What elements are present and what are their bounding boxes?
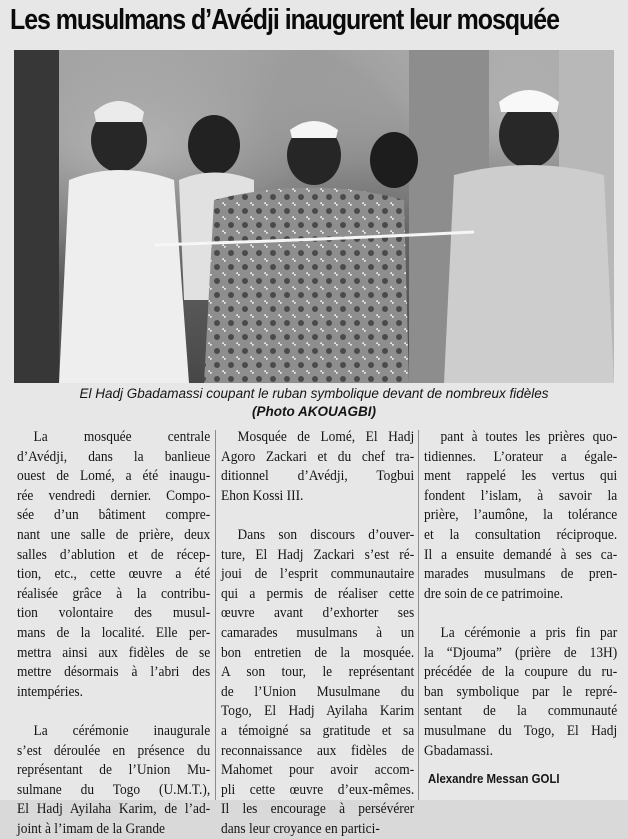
article-column-3 [424, 428, 617, 761]
article-text-line: Dans son discours d’ouver- [237, 526, 415, 543]
paragraph-gap [424, 604, 617, 624]
article-text-line: ditionnel d’Avédji, Togbui [221, 468, 415, 485]
article-text-line: ment rappelé les vertus qui [424, 468, 618, 485]
article-text-line: musulmane du Togo, El Hadj [424, 722, 618, 739]
article-text-line: et la consultation réciproque. [424, 526, 618, 543]
article-text-line: de l’Union Musulmane du [221, 683, 415, 700]
article-text-line: rée vendredi dernier. Compo- [17, 487, 211, 504]
article-text-line: marades musulmans de pren- [424, 566, 618, 583]
photo-credit: (Photo AKOUAGBI) [252, 404, 376, 419]
article-text-line: pant à toutes les prières quo- [440, 429, 618, 445]
column-divider [418, 430, 419, 800]
article-text-line: joui de l’esprit communautaire [221, 566, 415, 583]
column-divider [215, 430, 216, 800]
article-text-line: qui a permis de réaliser cette [221, 585, 415, 602]
article-text-line: Togo, El Hadj Ayilaha Karim [221, 703, 415, 720]
article-text-line: Gbadamassi. [424, 742, 493, 759]
article-text-line: nant une salle de prière, deux [17, 526, 211, 543]
article-text-line: mettra ainsi aux fidèles de se [17, 644, 211, 661]
article-text-line: Il les encourage à persévérer [221, 801, 415, 818]
article-text-line: ture, El Hadj Zackari s’est ré- [221, 546, 415, 563]
article-text-line: ban symbolique par le repré- [424, 683, 618, 700]
author-byline: Alexandre Messan GOLI [428, 771, 560, 786]
photo-illustration [14, 50, 614, 383]
article-text-line: sentant de la communauté [424, 703, 618, 720]
article-text-line: tion, etc., cette œuvre a été [17, 566, 211, 583]
article-text-line: tion volontaire des musul- [17, 605, 211, 622]
article-text-line: Ehon Kossi III. [221, 487, 304, 504]
paragraph-gap [221, 506, 414, 526]
article-text-line: reconnaissance aux fidèles de [221, 742, 415, 759]
article-text-line: La cérémonie inaugurale [33, 722, 211, 739]
article-text-line: Mahomet pour avoir accom- [221, 762, 415, 779]
article-column-1 [17, 428, 210, 839]
article-text-line: sulmane du Togo (U.M.T.), [17, 781, 211, 798]
article-text-line: La mosquée centrale [33, 429, 211, 445]
article-text-line: s’est déroulée en présence du [17, 742, 211, 759]
article-text-line: Mosquée de Lomé, El Hadj [237, 429, 415, 445]
article-text-line: bon entretien de la mosquée. [221, 644, 415, 661]
article-text-line: dre soin de ce patrimoine. [424, 585, 564, 602]
article-text-line: la “Djouma” (prière de 13H) [424, 644, 618, 661]
article-photo [14, 50, 614, 383]
article-text-line: intempéries. [17, 683, 83, 700]
article-text-line: mettre désormais à l’abri des [17, 664, 211, 681]
article-text-line: prière, l’aumône, la tolérance [424, 507, 618, 524]
article-text-line: pli cette œuvre d’eux-mêmes. [221, 781, 415, 798]
article-text-line: joint à l’imam de la Grande [17, 820, 166, 837]
article-text-line: dans leur croyance en partici- [221, 820, 380, 837]
article-text-line: Il a ensuite demandé à ses ca- [424, 546, 618, 563]
article-headline: Les musulmans d’Avédji inaugurent leur mosquée [10, 4, 559, 36]
article-text-line: El Hadj Ayilaha Karim, de l’ad- [17, 801, 211, 818]
article-text-line: salles d’ablution et de récep- [17, 546, 211, 563]
article-text-line: fondent l’islam, à savoir la [424, 487, 618, 504]
article-text-line: La cérémonie a pris fin par [440, 624, 618, 641]
article-text-line: représentant de l’Union Mu- [17, 762, 211, 779]
article-text-line: mans de la localité. Elle per- [17, 624, 211, 641]
article-text-line: œuvre avant d’exhorter ses [221, 605, 415, 622]
article-text-line: précédée de la coupure du ru- [424, 664, 618, 681]
article-text-line: ouest de Lomé, a été inaugu- [17, 468, 211, 485]
photo-caption: El Hadj Gbadamassi coupant le ruban symbolique devant de nombreux fidèles [79, 386, 549, 401]
article-text-line: réalisée grâce à la contribu- [17, 585, 211, 602]
article-text-line: camarades musulmans à un [221, 624, 415, 641]
article-column-2 [221, 428, 414, 839]
article-text-line: a témoigné sa gratitude et sa [221, 722, 415, 739]
article-text-line: tidiennes. L’orateur a égale- [424, 448, 618, 465]
article-text-line: A son tour, le représentant [221, 664, 415, 681]
article-text-line: sée d’un bâtiment compre- [17, 507, 211, 524]
paragraph-gap [17, 702, 210, 722]
article-text-line: Agoro Zackari et du chef tra- [221, 448, 415, 465]
article-text-line: d’Avédji, dans la banlieue [17, 448, 211, 465]
